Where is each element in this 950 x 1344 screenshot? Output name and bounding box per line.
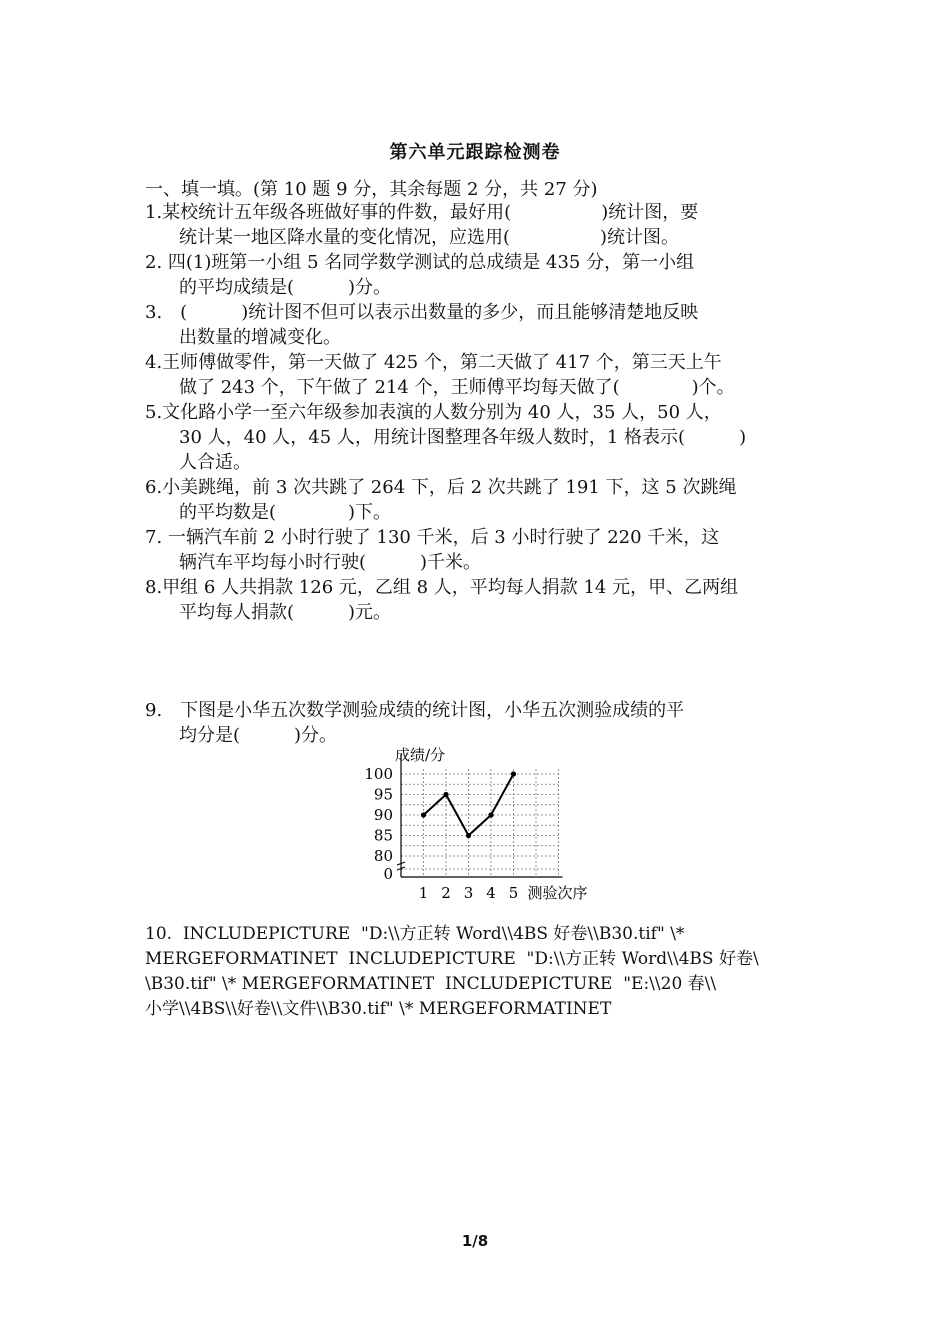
y-tick-label-zero: 0	[383, 865, 393, 883]
question-6-line-1: 6.小美跳绳，前 3 次共跳了 264 下，后 2 次共跳了 191 下，这 5 次跳绳	[145, 477, 737, 498]
question-2-line-1: 2. 四(1)班第一小组 5 名同学数学测试的总成绩是 435 分，第一小组	[145, 252, 695, 273]
question-1-line-2: 统计某一地区降水量的变化情况，应选用( )统计图。	[179, 227, 680, 248]
chart-grid	[401, 769, 559, 877]
question-5-line-3: 人合适。	[179, 452, 251, 473]
data-point	[488, 812, 493, 817]
question-7-line-1: 7. 一辆汽车前 2 小时行驶了 130 千米，后 3 小时行驶了 220 千米，这	[145, 527, 720, 548]
page-number: 1/8	[461, 1232, 489, 1250]
x-tick-label: 2	[441, 884, 451, 902]
score-line-chart	[355, 742, 595, 907]
y-tick-label: 100	[364, 765, 393, 783]
question-4	[145, 350, 810, 400]
data-point	[421, 812, 426, 817]
question-10	[145, 922, 810, 1022]
data-point	[511, 771, 516, 776]
chart-labels	[364, 746, 587, 902]
y-tick-label: 85	[373, 826, 393, 845]
question-10-line-1: 10. INCLUDEPICTURE "D:\\方正转 Word\\4BS 好卷\\B30.tif" \*	[145, 924, 685, 944]
question-3-line-2: 出数量的增减变化。	[179, 327, 341, 348]
question-1	[145, 200, 810, 250]
question-2	[145, 250, 810, 300]
question-5-line-1: 5.文化路小学一至六年级参加表演的人数分别为 40 人，35 人，50 人，	[145, 402, 722, 423]
page-title: 第六单元跟踪检测卷	[389, 142, 561, 163]
question-7-line-2: 辆汽车平均每小时行驶( )千米。	[179, 552, 482, 573]
question-3-line-1: 3. ( )统计图不但可以表示出数量的多少，而且能够清楚地反映	[145, 302, 699, 323]
question-2-line-2: 的平均成绩是( )分。	[179, 277, 392, 298]
y-tick-label: 95	[373, 785, 393, 804]
question-6-line-2: 的平均数是( )下。	[179, 502, 392, 523]
question-7	[145, 525, 810, 575]
y-axis-label: 成绩/分	[395, 746, 446, 764]
question-8	[145, 575, 810, 625]
question-10-line-2: MERGEFORMATINET INCLUDEPICTURE "D:\\方正转 Word\\4BS 好卷\	[145, 949, 759, 969]
question-4-line-2: 做了 243 个，下午做了 214 个，王师傅平均每天做了( )个。	[179, 377, 735, 398]
chart-svg	[355, 742, 595, 907]
y-tick-label: 90	[373, 806, 393, 824]
x-tick-label: 5	[508, 884, 519, 902]
question-8-line-2: 平均每人捐款( )元。	[179, 602, 392, 623]
question-3	[145, 300, 810, 350]
question-9	[145, 698, 810, 748]
section-header: 一、填一填。(第 10 题 9 分，其余每题 2 分，共 27 分)	[145, 179, 598, 200]
question-5	[145, 400, 810, 475]
y-tick-label: 80	[373, 847, 393, 865]
data-point	[443, 792, 448, 797]
x-tick-label: 1	[418, 884, 429, 902]
question-8-line-1: 8.甲组 6 人共捐款 126 元，乙组 8 人，平均每人捐款 14 元，甲、乙两组	[145, 577, 739, 598]
question-6	[145, 475, 810, 525]
x-axis-label: 测验次序	[527, 884, 588, 902]
question-1-line-1: 1.某校统计五年级各班做好事的件数，最好用( )统计图，要	[145, 202, 699, 223]
question-10-line-3: \B30.tif" \* MERGEFORMATINET INCLUDEPICTURE "E:\\20 春\\	[145, 974, 717, 994]
x-tick-label: 3	[463, 884, 474, 902]
question-9-line-2: 均分是( )分。	[179, 725, 338, 746]
x-tick-label: 4	[486, 884, 496, 902]
data-point	[466, 833, 471, 838]
question-9-line-1: 9. 下图是小华五次数学测验成绩的统计图，小华五次测验成绩的平	[145, 700, 685, 721]
question-5-line-2: 30 人，40 人，45 人，用统计图整理各年级人数时，1 格表示( )	[179, 427, 747, 448]
question-4-line-1: 4.王师傅做零件，第一天做了 425 个，第二天做了 417 个，第三天上午	[145, 352, 722, 373]
question-10-line-4: 小学\\4BS\\好卷\\文件\\B30.tif" \* MERGEFORMATINET	[145, 999, 612, 1019]
